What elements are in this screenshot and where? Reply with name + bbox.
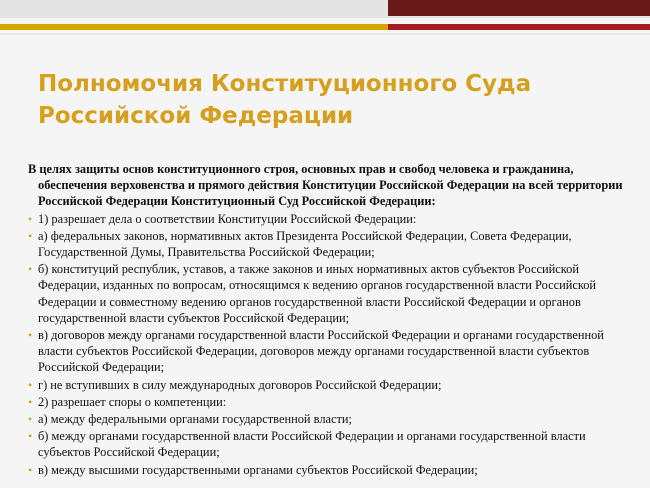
header-divider xyxy=(0,33,650,35)
header-accent-dark xyxy=(388,0,650,16)
list-item-text: 1) разрешает дела о соответствии Конституции Российской Федерации: xyxy=(38,211,417,226)
list-item xyxy=(28,327,628,376)
list-item-text: б) между органами государственной власти Российской Федерации и органами государственной власти субъектов Российской Федерации; xyxy=(38,429,586,460)
intro-paragraph: В целях защиты основ конституционного строя, основных прав и свобод человека и гражданина, обеспечения верховенства и прямого действия Конституции Российской Федерации на всей территории Российской Федерации Конституционный Суд Российской Федерации: xyxy=(28,162,623,209)
list-item-text: б) конституций республик, уставов, а также законов и иных нормативных актов субъектов Российской Федерации, изданных по вопросам, относящимся к ведению органов государственной власти Российской Федерации и совместному ведению органов государственной власти Российской Федерации и органов государственной власти субъектов Российской Федерации; xyxy=(38,262,597,325)
list-item xyxy=(28,228,628,260)
bullet-icon: • xyxy=(28,412,33,427)
slide-body xyxy=(28,161,628,479)
list-item-text: в) договоров между органами государственной власти Российской Федерации и органами государственной власти субъектов Российской Федерации, договоров между органами государственной власти субъектов Российской Федерации; xyxy=(38,328,604,375)
bullet-icon: • xyxy=(28,228,33,243)
bullet-icon: • xyxy=(28,328,33,343)
list-item xyxy=(28,394,628,410)
list-item-text: в) между высшими государственными органами субъектов Российской Федерации; xyxy=(38,462,478,477)
list-item xyxy=(28,462,628,478)
slide-title-line-2: Российской Федерации xyxy=(38,103,354,129)
list-item xyxy=(28,411,628,427)
bullet-icon: • xyxy=(28,262,33,277)
header-stripe-red xyxy=(388,24,650,30)
bullet-icon: • xyxy=(28,462,33,477)
bullet-icon: • xyxy=(28,377,33,392)
list-item-text: а) федеральных законов, нормативных актов Президента Российской Федерации, Совета Федерации, Государственной Думы, Правительства Российской Федерации; xyxy=(38,228,572,260)
bullet-icon: • xyxy=(28,211,33,226)
slide-title xyxy=(38,68,628,132)
powers-list xyxy=(28,211,628,478)
list-item xyxy=(28,428,628,460)
list-item-text: г) не вступивших в силу международных договоров Российской Федерации; xyxy=(38,377,442,392)
list-item-text: а) между федеральными органами государственной власти; xyxy=(38,412,352,427)
bullet-icon: • xyxy=(28,429,33,444)
list-item xyxy=(28,261,628,326)
list-item-text: 2) разрешает споры о компетенции: xyxy=(38,394,227,409)
slide-title-line-1: Полномочия Конституционного Суда xyxy=(38,71,532,97)
list-item xyxy=(28,211,628,227)
bullet-icon: • xyxy=(28,394,33,409)
list-item xyxy=(28,377,628,393)
